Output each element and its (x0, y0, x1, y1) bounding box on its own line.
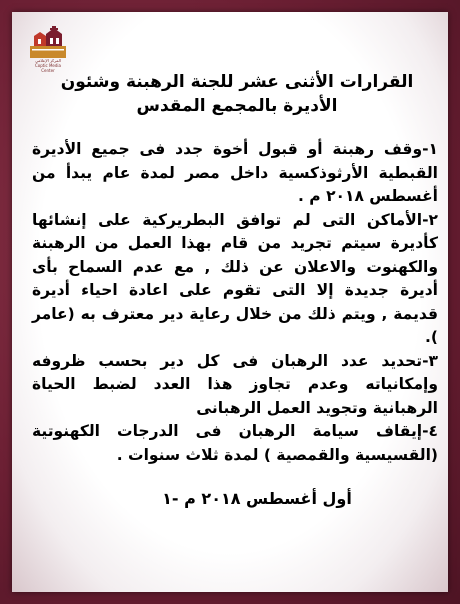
decision-item-3: ٣-تحديد عدد الرهبان فى كل دير بحسب ظروفه وإمكانياته وعدم تجاوز هذا العدد لضبط الحياة الرهبانية وتجويد العمل الرهبانى (32, 351, 438, 417)
church-logo-icon (28, 26, 68, 60)
document-title: القرارات الأثنى عشر للجنة الرهبنة وشئون الأديرة بالمجمع المقدس (60, 72, 414, 116)
logo-name-ar: المركز الإعلامي (35, 58, 61, 63)
logo-name-en: Coptic Media Center (35, 63, 61, 73)
document-page (12, 12, 448, 592)
decision-item-4: ٤-إيقاف سيامة الرهبان فى الدرجات الكهنوتية (القسيسية والقمصية ) لمدة ثلاث سنوات . (32, 422, 438, 464)
document-date: أول أغسطس ٢٠١٨ م -١ (162, 489, 352, 508)
decision-item-2: ٢-الأماكن التى لم توافق البطريركية على إنشائها كأديرة سيتم تجريد من قام بهذا العمل من الرهبنة والكهنوت والاعلان عن ذلك , مع عدم السماح بأى أديرة جديدة إلا التى تقوم على اعادة احياء أديرة قديمة , ويتم ذلك من خلال رعاية دير معترف به (عامر ). (32, 210, 438, 346)
document-content (32, 70, 442, 511)
decision-item-1: ١-وقف رهبنة أو قبول أخوة جدد فى جميع الأديرة القبطية الأرثوذكسية داخل مصر لمدة عام يبدأ من أغسطس ٢٠١٨ م . (32, 140, 438, 205)
